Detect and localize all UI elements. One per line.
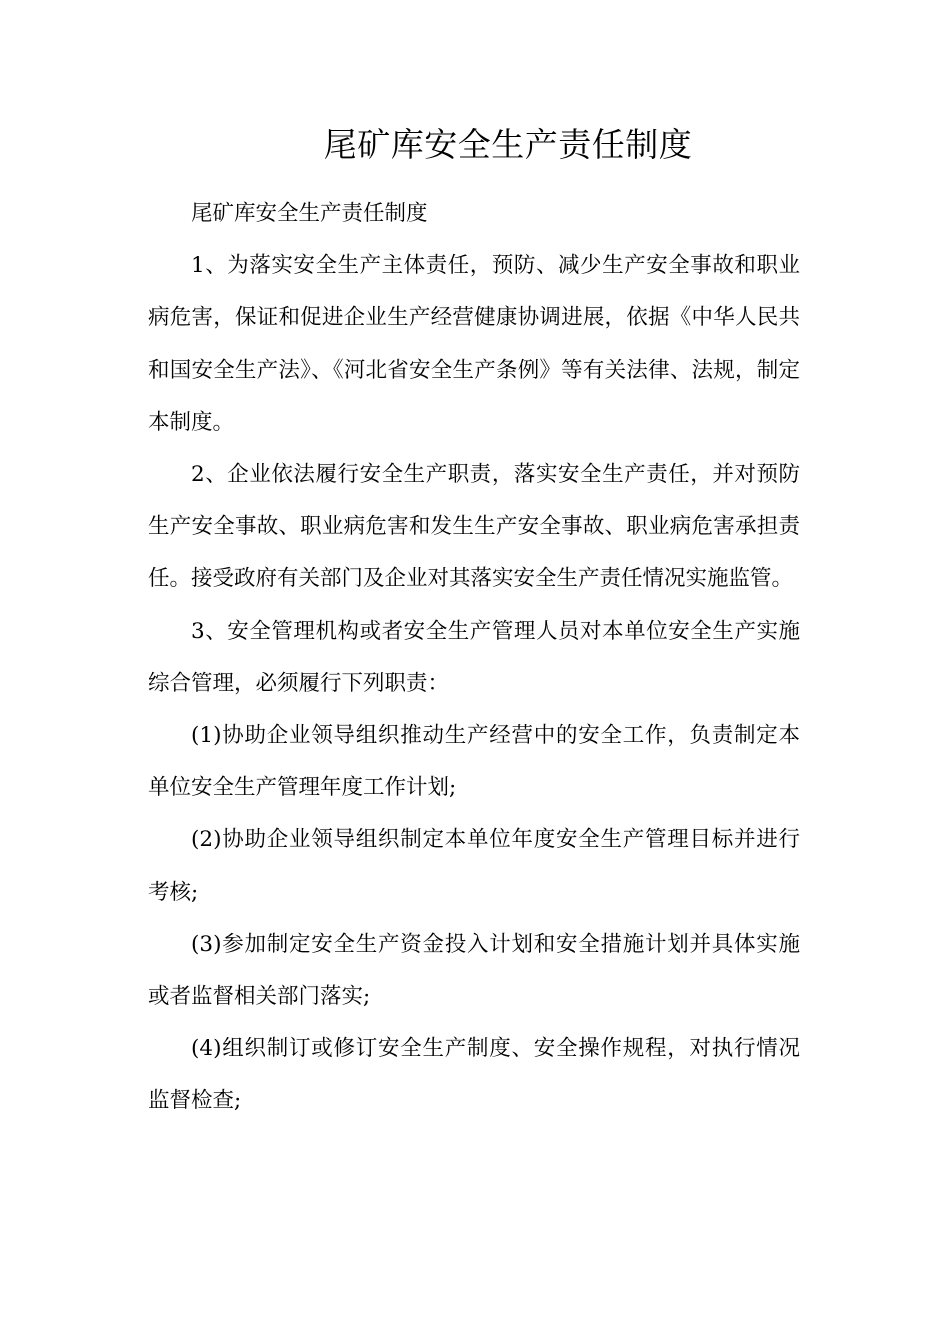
document-title: 尾矿库安全生产责任制度 — [323, 125, 693, 164]
paragraph-3-item-3: (3)参加制定安全生产资金投入计划和安全措施计划并具体实施或者监督相关部门落实; — [148, 931, 800, 1010]
paragraph-2: 2、企业依法履行安全生产职责，落实安全生产责任，并对预防生产安全事故、职业病危害和发生生产安全事故、职业病危害承担责任。接受政府有关部门及企业对其落实安全生产责任情况实施监管。 — [148, 462, 800, 592]
paragraph-subtitle: 尾矿库安全生产责任制度 — [191, 201, 428, 226]
paragraph-3: 3、安全管理机构或者安全生产管理人员对本单位安全生产实施综合管理，必须履行下列职责： — [148, 618, 800, 696]
paragraph-3-item-4: (4)组织制订或修订安全生产制度、安全操作规程，对执行情况监督检查; — [148, 1036, 800, 1114]
paragraph-3-item-1: (1)协助企业领导组织推动生产经营中的安全工作，负责制定本单位安全生产管理年度工作计划; — [148, 723, 800, 801]
paragraph-1: 1、为落实安全生产主体责任，预防、减少生产安全事故和职业病危害，保证和促进企业生产经营健康协调进展，依据《中华人民共和国安全生产法》、《河北省安全生产条例》等有关法律、法规，制定本制度。 — [148, 253, 800, 435]
paragraph-3-item-2: (2)协助企业领导组织制定本单位年度安全生产管理目标并进行考核; — [148, 827, 800, 905]
document-body — [148, 188, 800, 1128]
